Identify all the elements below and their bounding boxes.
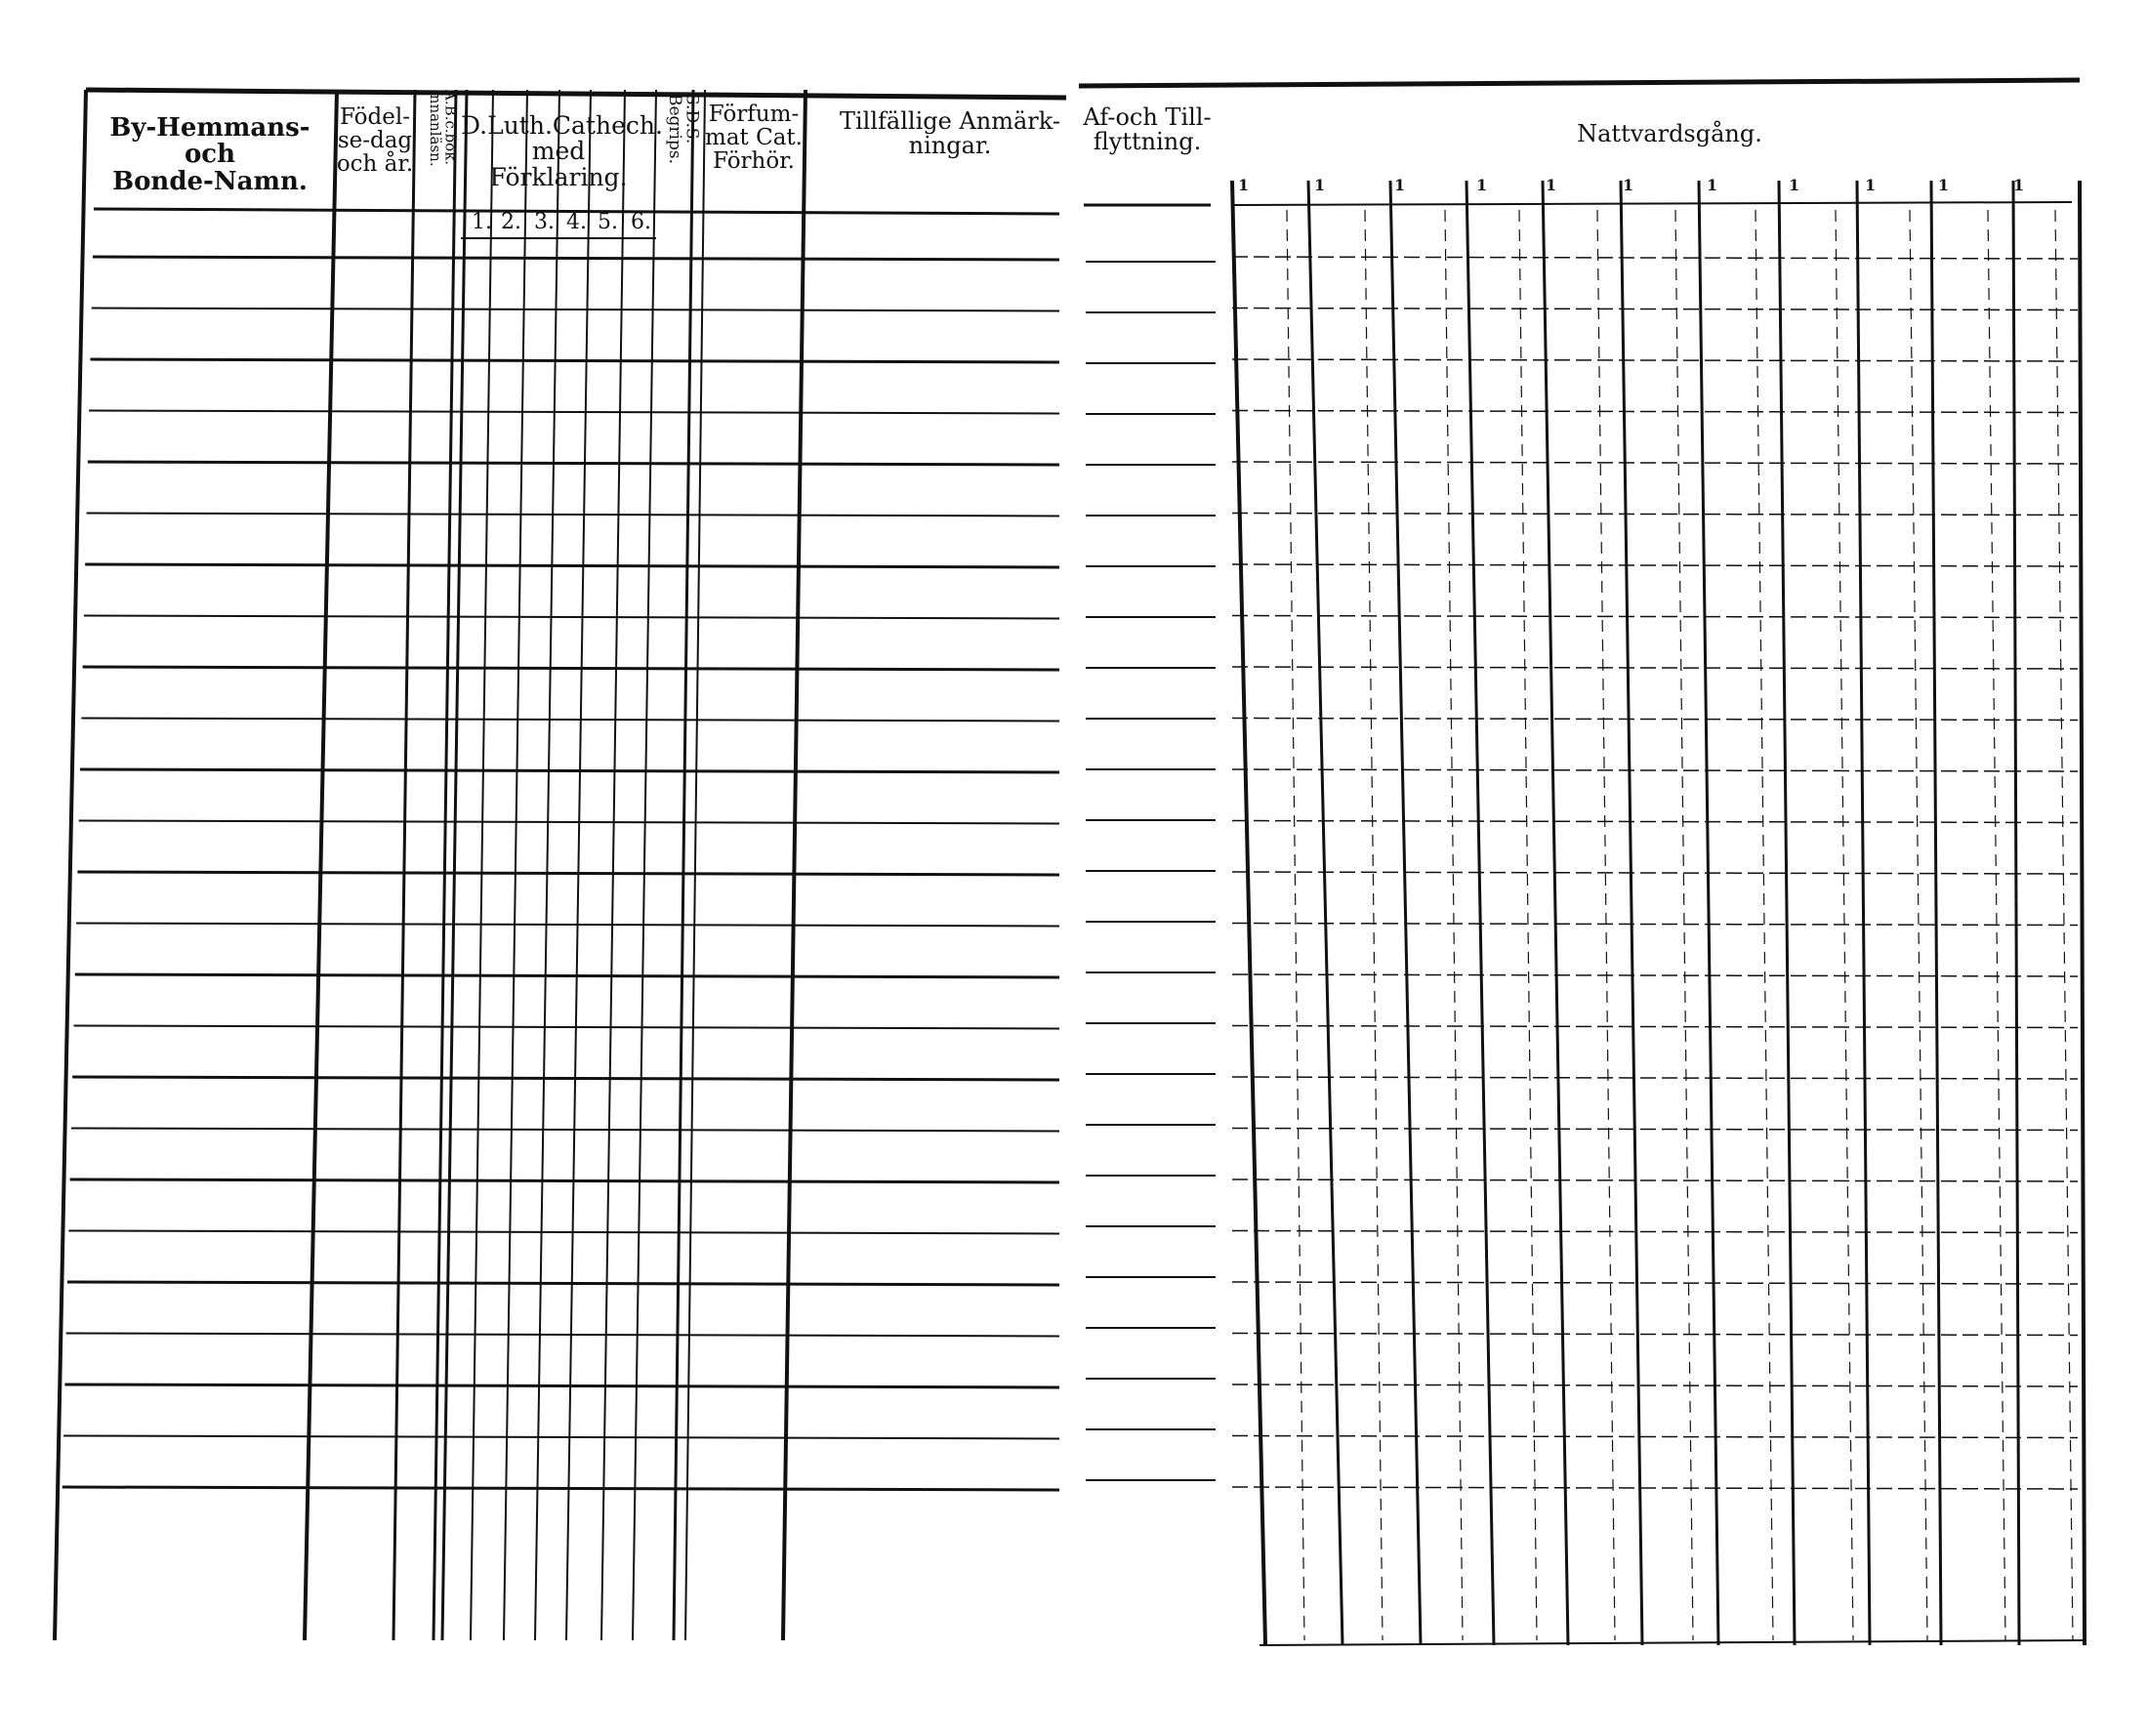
right-row-rule — [1232, 1077, 2078, 1079]
left-row-rule — [87, 514, 1060, 517]
left-column-rule — [566, 90, 591, 1640]
left-column-rule — [685, 90, 705, 1640]
right-row-rule — [1232, 514, 2078, 516]
header-name: By-Hemmans-och Bonde-Namn. — [109, 113, 310, 196]
right-column-rule — [1232, 181, 1265, 1645]
right-column-rule — [1466, 181, 1494, 1645]
catechism-number: 1. — [472, 210, 492, 234]
right-row-rule — [1232, 1282, 2078, 1284]
left-row-rule — [74, 1026, 1060, 1029]
left-column-rule — [633, 90, 656, 1640]
communion-mark: 1 — [1394, 176, 1406, 194]
left-row-rule — [89, 411, 1059, 414]
right-row-rule — [1232, 1231, 2078, 1233]
left-row-rule — [93, 257, 1059, 260]
left-column-rule — [393, 90, 415, 1640]
right-row-rule — [1232, 1026, 2078, 1028]
left-row-rule — [76, 924, 1059, 927]
left-row-rule — [67, 1282, 1059, 1285]
right-row-rule — [1232, 616, 2078, 618]
left-row-rule — [80, 769, 1059, 772]
left-row-rule — [64, 1385, 1059, 1387]
right-row-rule — [1232, 1334, 2078, 1336]
right-top-rule — [1079, 80, 2080, 86]
left-row-rule — [77, 872, 1059, 875]
right-row-rule — [1232, 1385, 2078, 1386]
left-row-rule — [68, 1231, 1059, 1234]
right-column-rule — [1857, 181, 1870, 1645]
left-column-rule — [674, 90, 693, 1640]
right-column-rule — [1621, 181, 1642, 1645]
right-row-rule — [1232, 359, 2078, 361]
header-missed-hearing: Förfum- mat Cat. Förhör. — [705, 102, 803, 175]
left-row-rule — [70, 1179, 1059, 1182]
left-row-rule — [72, 1077, 1059, 1080]
communion-mark: 1 — [1546, 176, 1557, 194]
catechism-number: 6. — [631, 210, 651, 234]
right-row-rule — [1232, 1179, 2078, 1181]
right-column-rule — [1543, 181, 1568, 1645]
header-remarks: Tillfällige Anmärk- ningar. — [839, 107, 1060, 160]
left-row-rule — [63, 1436, 1059, 1439]
left-row-rule — [81, 719, 1059, 722]
left-row-rule — [92, 309, 1059, 311]
communion-mark: 1 — [1789, 176, 1800, 194]
right-row-rule — [1232, 1487, 2078, 1489]
header-moving: Af-och Till- flyttning. — [1083, 103, 1212, 156]
right-row-rule — [1232, 924, 2078, 926]
right-row-rule — [1232, 309, 2078, 310]
right-column-rule — [1699, 181, 1718, 1645]
right-row-rule — [1232, 257, 2078, 259]
right-row-rule — [1232, 872, 2078, 874]
left-column-rule — [535, 90, 559, 1640]
right-row-rule — [1232, 411, 2078, 413]
left-row-rule — [88, 462, 1059, 465]
left-column-rule — [305, 90, 337, 1640]
right-column-rule — [2080, 181, 2085, 1645]
left-column-rule — [471, 90, 493, 1640]
left-row-rule — [66, 1334, 1059, 1337]
communion-mark: 1 — [2013, 176, 2025, 194]
left-column-rule — [783, 90, 806, 1640]
right-column-rule — [1779, 181, 1795, 1645]
right-row-rule — [1232, 564, 2078, 566]
left-row-rule — [75, 974, 1059, 977]
right-subcolumn-rule — [1519, 210, 1537, 1640]
header-birth: Födel- se-dag och år. — [336, 104, 414, 178]
catechism-number: 4. — [566, 210, 587, 234]
right-subcolumn-rule — [1287, 210, 1304, 1640]
right-row-rule — [1232, 821, 2078, 823]
right-row-rule — [1232, 974, 2078, 976]
communion-mark: 1 — [1707, 176, 1718, 194]
left-row-rule — [62, 1487, 1059, 1490]
right-row-rule — [1232, 769, 2078, 771]
right-subcolumn-rule — [1675, 210, 1693, 1640]
right-row-rule — [1232, 462, 2078, 464]
left-row-rule — [90, 359, 1059, 362]
right-row-rule — [1232, 719, 2078, 721]
communion-mark: 1 — [1314, 176, 1326, 194]
right-bottom-rule — [1260, 1640, 2085, 1645]
communion-mark: 1 — [1938, 176, 1950, 194]
right-column-rule — [1931, 181, 1941, 1645]
left-column-rule — [55, 90, 86, 1640]
right-subcolumn-rule — [1445, 210, 1463, 1640]
right-row-rule — [1232, 1129, 2078, 1131]
catechism-number: 5. — [598, 210, 618, 234]
communion-header-rule — [1233, 202, 2072, 205]
header-communion: Nattvardsgång. — [1577, 120, 1762, 147]
communion-mark: 1 — [1238, 176, 1250, 194]
communion-mark: 1 — [1865, 176, 1877, 194]
right-column-rule — [1308, 181, 1342, 1645]
right-column-rule — [2013, 181, 2019, 1645]
left-row-rule — [83, 667, 1059, 670]
right-column-rule — [1390, 181, 1421, 1645]
left-column-rule — [504, 90, 527, 1640]
left-row-rule — [71, 1129, 1059, 1132]
left-top-rule — [86, 90, 1066, 98]
left-row-rule — [79, 821, 1059, 824]
header-sds: S.D.S. Begrips. — [664, 94, 702, 165]
left-row-rule — [85, 564, 1059, 567]
right-subcolumn-rule — [1597, 210, 1615, 1640]
catechism-number: 2. — [501, 210, 521, 234]
header-luther-catechism: D.Luth.Cathech. med Förklaring. — [461, 111, 663, 191]
header-abc-book: A.B.c.bok. innanläsn. — [426, 90, 460, 167]
right-subcolumn-rule — [1365, 210, 1383, 1640]
left-row-rule — [84, 616, 1059, 619]
right-row-rule — [1232, 667, 2078, 669]
communion-mark: 1 — [1623, 176, 1634, 194]
communion-mark: 1 — [1476, 176, 1488, 194]
left-column-rule — [601, 90, 625, 1640]
right-row-rule — [1232, 1436, 2078, 1438]
catechism-number: 3. — [534, 210, 555, 234]
